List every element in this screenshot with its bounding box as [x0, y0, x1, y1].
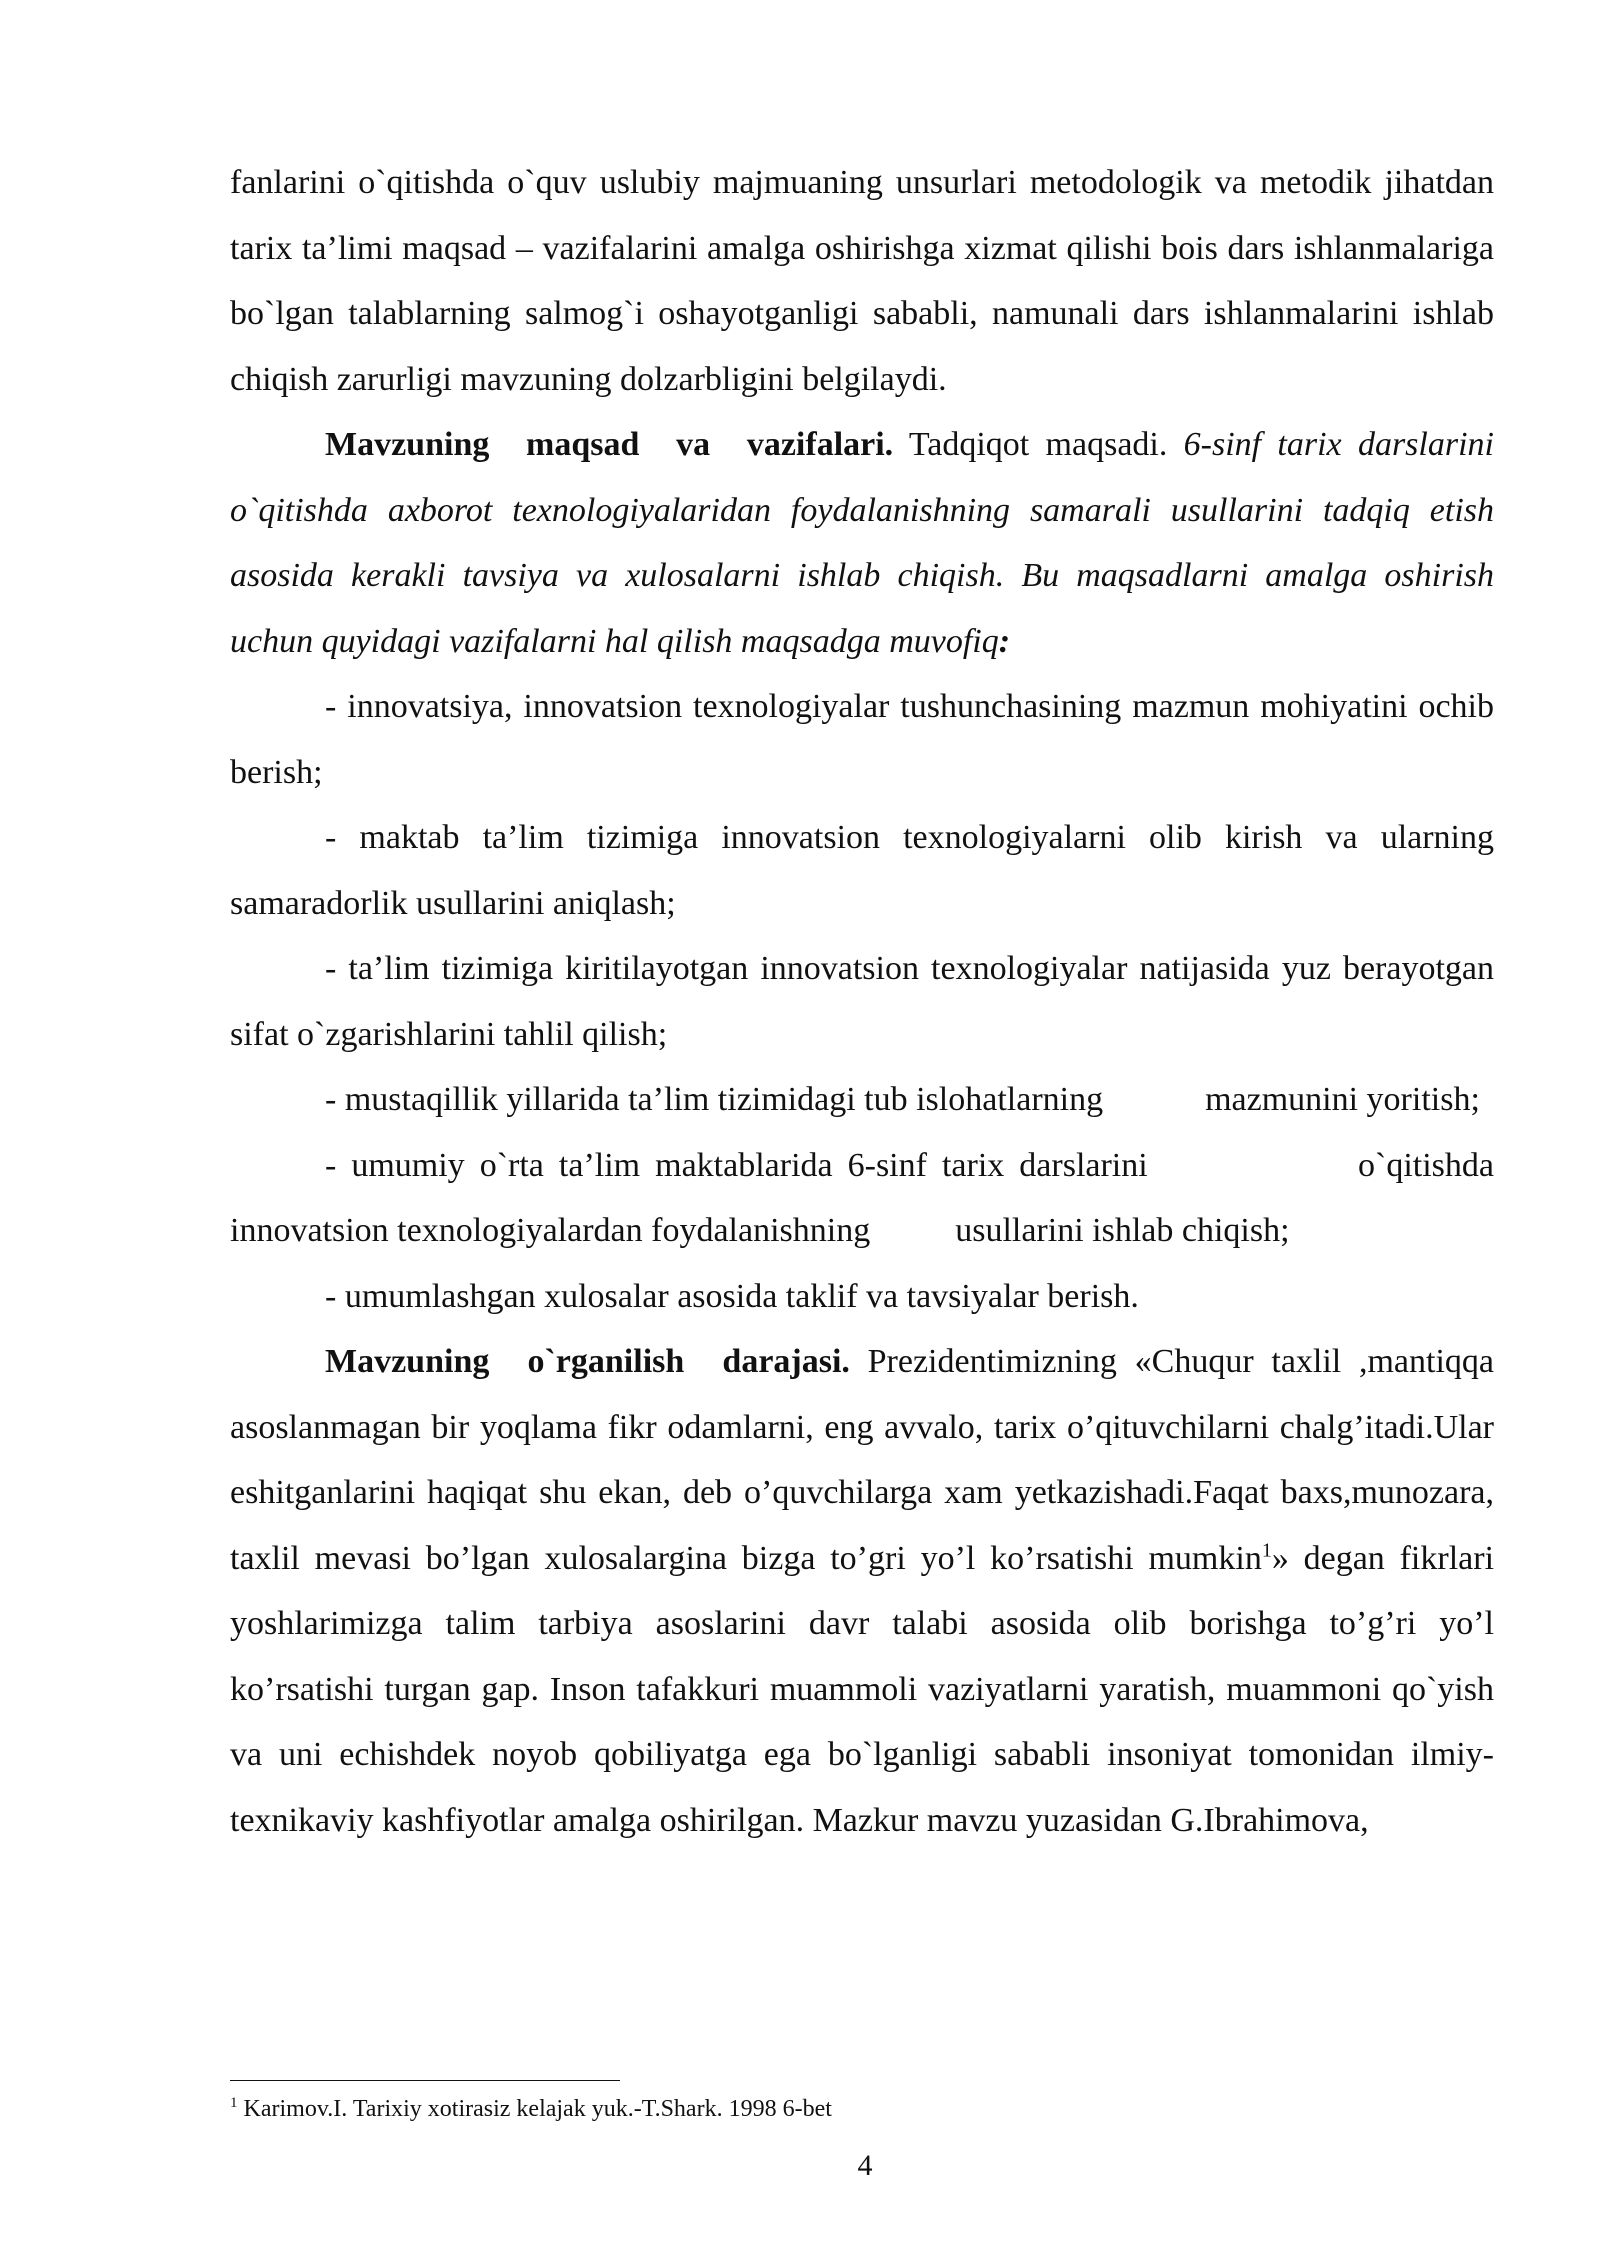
list-item: - innovatsiya, innovatsion texnologiyalar tushunchasining mazmun mohiyatini ochib berish; — [230, 688, 1494, 791]
list-item: - mustaqillik yillarida ta’lim tizimidagi tub islohatlarning mazmunini yoritish; — [325, 1081, 1480, 1118]
list-item: - ta’lim tizimiga kiritilayotgan innovatsion texnologiyalar natijasida yuz berayotgan sifat o`zgarishlarini tahlil qilish; — [230, 950, 1494, 1053]
list-item: - maktab ta’lim tizimiga innovatsion texnologiyalarni olib kirish va ularning samaradorlik usullarini aniqlash; — [230, 819, 1494, 922]
list-item: - umumlashgan xulosalar asosida taklif va tavsiyalar berish. — [325, 1277, 1139, 1315]
footnote-text: Karimov.I. Tarixiy xotirasiz kelajak yuk.-T.Shark. 1998 6-bet — [237, 2096, 832, 2122]
study-level-text-b: » degan fikrlari yoshlarimizga talim tarbiya asoslarini davr talabi asosida olib borishga to’g’ri yo’l ko’rsatishi turgan gap. Inson tafakkuri muammoli vaziyatlarni yaratish, muammoni qo`yish va uni echishdek noyob qobiliyatga ega bo`lganligi sababli insoniyat tomonidan ilmiy- texnikaviy kashfiyotlar amalga oshirilgan. Mazkur mavzu yuzasidan G.Ibrahimova, — [230, 1539, 1495, 1839]
page-number: 4 — [857, 2149, 873, 2182]
paragraph-goals — [230, 412, 1494, 674]
goals-heading: Mavzuning maqsad va vazifalari. — [325, 426, 894, 463]
goals-italic-text: 6-sinf tarix darslarini o`qitishda axborot texnologiyalaridan foydalanishning samarali usullarini tadqiq etish asosida kerakli tavsiya va xulosalarni ishlab chiqish. Bu maqsadlarni amalga oshirish uchun quyidagi vazifalarni hal qilish maqsadga muvofiq — [230, 426, 1494, 660]
study-level-text-a: Prezidentimizning «Chuqur taxlil ,mantiqqa asoslanmagan bir yoqlama fikr odamlarni, eng avvalo, tarix o’qituvchilarni chalg’itadi.Ular eshitganlarini haqiqat shu ekan, deb o’quvchilarga xam yetkazishadi.Faqat baxs,munozara, taxlil mevasi bo’lgan xulosalargina bizga to’gri yo’l ko’rsatishi mumkin — [230, 1343, 1494, 1577]
footnote — [230, 2092, 1494, 2126]
paragraph-study-level — [230, 1329, 1494, 1853]
study-level-heading: Mavzuning o`rganilish darajasi. — [325, 1343, 850, 1380]
footnote-separator — [230, 2080, 620, 2081]
list-item: - umumiy o`rta ta’lim maktablarida 6-sinf tarix darslarini o`qitishda innovatsion texnologiyalardan foydalanishning usullarini ishlab chiqish; — [230, 1146, 1503, 1249]
paragraph-intro: fanlarini o`qitishda o`quv uslubiy majmuaning unsurlari metodologik va metodik jihatdan tarix ta’limi maqsad – vazifalarini amalga oshirishga xizmat qilishi bois dars ishlanmalariga bo`lgan talablarning salmog`i oshayotganligi sababli, namunali dars ishlanmalarini ishlab chiqish zarurligi mavzuning dolzarbligini belgilaydi. — [230, 164, 1494, 398]
footnote-marker: 1 — [230, 2095, 238, 2111]
goals-colon: : — [998, 622, 1011, 660]
goals-text: Tadqiqot maqsadi. — [893, 426, 1184, 463]
footnote-reference[interactable]: 1 — [1261, 1539, 1272, 1562]
body-text — [230, 150, 1503, 1853]
